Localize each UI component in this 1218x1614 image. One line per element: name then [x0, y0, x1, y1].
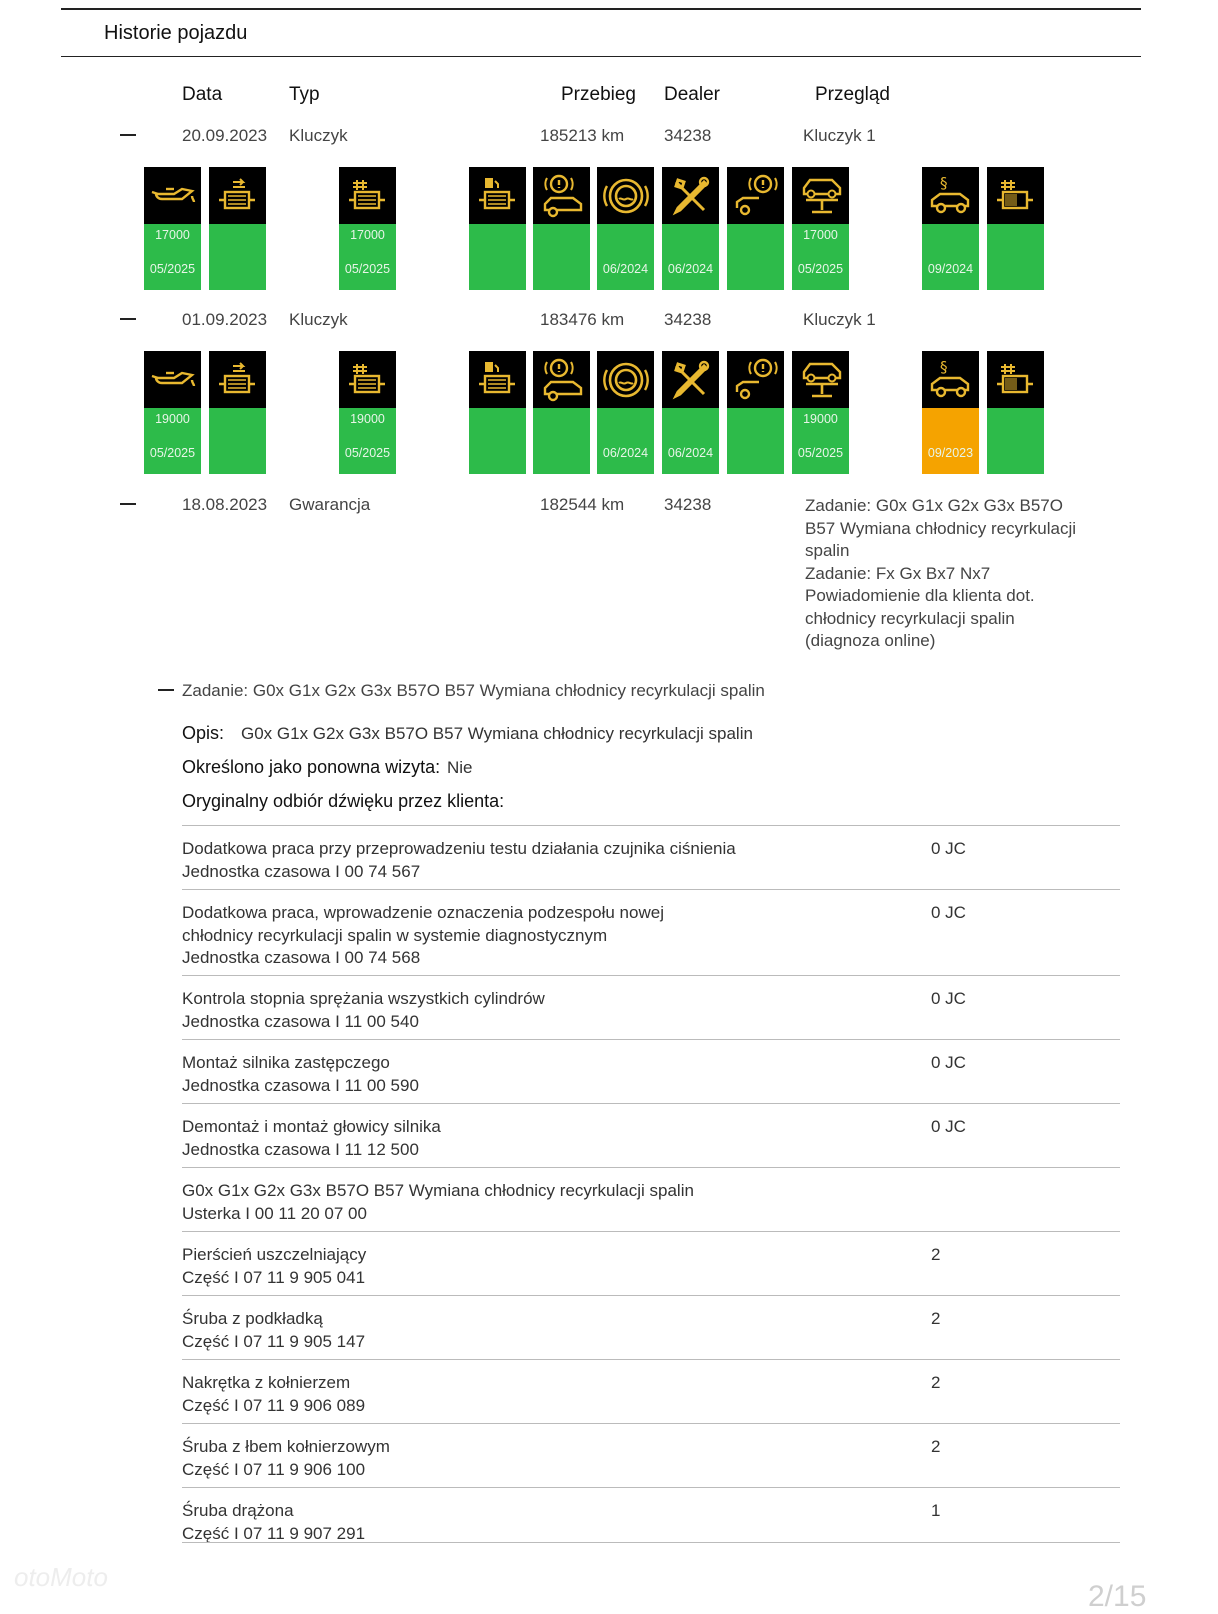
work-item-name: Śruba z łbem kołnierzowym	[182, 1437, 390, 1456]
battery-filter-icon	[987, 167, 1044, 224]
tile-status-green	[533, 408, 590, 474]
work-item-name: Montaż silnika zastępczego	[182, 1053, 390, 1072]
work-item-name: Pierścień uszczelniający	[182, 1245, 367, 1264]
entry-type: Kluczyk	[289, 310, 348, 329]
tile-due-date: 06/2024	[667, 262, 714, 276]
work-item-name: Demontaż i montaż głowicy silnika	[182, 1117, 441, 1136]
work-item-code: Jednostka czasowa I 11 12 500	[182, 1139, 419, 1159]
description-line: Zadanie: G0x G1x G2x G3x B57O	[805, 496, 1063, 515]
description-line: chłodnicy recyrkulacji spalin	[805, 608, 1015, 628]
header-dealer: Dealer	[664, 84, 720, 105]
brake-front-car-icon	[533, 351, 590, 408]
entry-mileage: 185213 km	[540, 126, 625, 145]
service-tile	[662, 167, 719, 290]
tile-mileage: 19000	[350, 412, 385, 426]
service-tile	[662, 351, 719, 474]
work-item-qty: 0 JC	[931, 989, 966, 1008]
entry-type: Gwarancja	[289, 495, 371, 514]
tile-status-green	[533, 224, 590, 290]
fuel-filter-icon	[469, 351, 526, 408]
work-item-qty: 2	[931, 1245, 941, 1264]
service-tile	[533, 351, 590, 474]
service-tile	[339, 167, 396, 290]
service-tile	[209, 167, 266, 290]
work-item-name: Śruba z podkładką	[182, 1309, 323, 1328]
tile-mileage: 19000	[155, 412, 190, 426]
page-indicator: 2/15	[1088, 1580, 1147, 1613]
work-item-row	[182, 1423, 1120, 1479]
tile-status-green	[469, 408, 526, 474]
work-item-code: Część I 07 11 9 905 147	[182, 1331, 366, 1351]
tools-icon	[662, 351, 719, 408]
tile-status-green	[727, 408, 784, 474]
tile-due-date: 05/2025	[797, 262, 844, 276]
revisit-label: Określono jako ponowna wizyta:	[182, 757, 441, 777]
page-title: Historie pojazdu	[104, 22, 248, 44]
tile-status-orange	[922, 408, 979, 474]
brake-fluid-icon	[597, 351, 654, 408]
tile-status-green	[727, 224, 784, 290]
microfilter-icon	[339, 351, 396, 408]
tile-status-green	[209, 408, 266, 474]
service-tile	[792, 167, 849, 290]
tile-mileage: 19000	[803, 412, 838, 426]
collapse-toggle[interactable]	[120, 318, 136, 320]
work-item-name: chłodnicy recyrkulacji spalin w systemie diagnostycznym	[182, 925, 608, 945]
tile-status-green	[469, 224, 526, 290]
work-item-name: Dodatkowa praca przy przeprowadzeniu testu działania czujnika ciśnienia	[182, 839, 736, 858]
work-item-name: Śruba drążona	[182, 1501, 294, 1520]
work-item-row	[182, 1487, 1120, 1543]
legal-inspection-icon	[922, 167, 979, 224]
oil-can-icon	[144, 351, 201, 408]
work-item-qty: 1	[931, 1501, 941, 1520]
collapse-toggle[interactable]	[120, 134, 136, 136]
tile-due-date: 06/2024	[602, 446, 649, 460]
brake-fluid-icon	[597, 167, 654, 224]
work-item-code: Jednostka czasowa I 00 74 568	[182, 948, 421, 967]
work-item-code: Jednostka czasowa I 00 74 567	[182, 861, 421, 881]
tile-mileage: 17000	[803, 228, 838, 242]
fuel-filter-icon	[469, 167, 526, 224]
description-line: Zadanie: Fx Gx Bx7 Nx7	[805, 563, 991, 583]
task-collapse-toggle[interactable]	[158, 689, 174, 691]
entry-dealer: 34238	[664, 310, 712, 329]
tile-due-date: 05/2025	[344, 446, 391, 460]
header-type: Typ	[289, 84, 320, 105]
revisit-value: Nie	[447, 758, 473, 777]
work-item-row	[182, 1295, 1120, 1351]
tile-due-date: 06/2024	[602, 262, 649, 276]
work-item-qty: 2	[931, 1309, 941, 1328]
work-item-row	[182, 1359, 1120, 1415]
service-tile	[469, 351, 526, 474]
filter-icon	[209, 167, 266, 224]
work-item-qty: 0 JC	[931, 1053, 966, 1072]
task-title: Zadanie: G0x G1x G2x G3x B57O B57 Wymiana chłodnicy recyrkulacji spalin	[182, 681, 765, 700]
work-item-code: Część I 07 11 9 905 041	[182, 1267, 366, 1287]
work-item-code: Część I 07 11 9 906 089	[182, 1395, 366, 1415]
service-tile	[987, 167, 1044, 290]
service-tile	[469, 167, 526, 290]
service-tile	[339, 351, 396, 474]
tile-due-date: 09/2024	[927, 262, 974, 276]
tile-mileage: 17000	[350, 228, 385, 242]
tile-status-green	[987, 408, 1044, 474]
opis-value: G0x G1x G2x G3x B57O B57 Wymiana chłodnicy recyrkulacji spalin	[241, 724, 753, 743]
service-tile	[987, 351, 1044, 474]
work-item-name: Dodatkowa praca, wprowadzenie oznaczenia podzespołu nowej	[182, 903, 664, 922]
svg-text:§: §	[939, 173, 947, 192]
work-item-name: G0x G1x G2x G3x B57O B57 Wymiana chłodnicy recyrkulacji spalin	[182, 1181, 694, 1200]
lift-inspection-icon	[792, 351, 849, 408]
entry-review: Kluczyk 1	[803, 126, 876, 145]
work-item-code: Jednostka czasowa I 11 00 540	[182, 1011, 419, 1031]
tile-status-green	[597, 224, 654, 290]
service-tile	[792, 351, 849, 474]
work-item-name: Kontrola stopnia sprężania wszystkich cylindrów	[182, 989, 545, 1008]
tile-status-green	[597, 408, 654, 474]
work-item-row	[182, 1167, 1120, 1223]
tile-due-date: 05/2025	[149, 446, 196, 460]
work-item-code: Część I 07 11 9 907 291	[182, 1523, 366, 1543]
header-mileage: Przebieg	[561, 84, 636, 105]
watermark: otoMoto	[14, 1562, 108, 1592]
tile-due-date: 09/2023	[927, 446, 974, 460]
tile-status-green	[987, 224, 1044, 290]
tile-due-date: 05/2025	[149, 262, 196, 276]
entry-type: Kluczyk	[289, 126, 348, 145]
work-item-row	[182, 975, 1120, 1031]
title-rule	[61, 56, 1141, 57]
service-tile	[209, 351, 266, 474]
service-tile	[597, 167, 654, 290]
entry-dealer: 34238	[664, 126, 712, 145]
tile-due-date: 06/2024	[667, 446, 714, 460]
work-item-row	[182, 1039, 1120, 1095]
entry-dealer: 34238	[664, 495, 712, 514]
svg-text:§: §	[939, 357, 947, 376]
sound-label: Oryginalny odbiór dźwięku przez klienta:	[182, 791, 505, 811]
legal-inspection-icon	[922, 351, 979, 408]
header-date: Data	[182, 84, 223, 105]
battery-filter-icon	[987, 351, 1044, 408]
collapse-toggle[interactable]	[120, 503, 136, 505]
header-review: Przegląd	[815, 84, 890, 105]
work-item-qty: 2	[931, 1437, 941, 1456]
tile-mileage: 17000	[155, 228, 190, 242]
lift-inspection-icon	[792, 167, 849, 224]
entry-date: 01.09.2023	[182, 310, 268, 329]
entry-mileage: 183476 km	[540, 310, 625, 329]
work-item-row	[182, 825, 1120, 881]
description-line: B57 Wymiana chłodnicy recyrkulacji	[805, 518, 1077, 538]
work-item-code: Usterka I 00 11 20 07 00	[182, 1203, 367, 1223]
service-tile	[144, 351, 201, 474]
brake-rear-car-icon	[727, 167, 784, 224]
entry-review: Kluczyk 1	[803, 310, 876, 329]
tile-due-date: 05/2025	[797, 446, 844, 460]
service-tile	[922, 167, 979, 290]
brake-rear-car-icon	[727, 351, 784, 408]
service-tile	[597, 351, 654, 474]
description-line: Powiadomienie dla klienta dot.	[805, 586, 1035, 605]
service-tile	[727, 167, 784, 290]
service-tile	[144, 167, 201, 290]
work-item-row	[182, 889, 1120, 967]
oil-can-icon	[144, 167, 201, 224]
entry-description	[805, 495, 1105, 653]
work-item-code: Część I 07 11 9 906 100	[182, 1459, 366, 1479]
work-item-row	[182, 1103, 1120, 1159]
work-item-code: Jednostka czasowa I 11 00 590	[182, 1075, 419, 1095]
tile-due-date: 05/2025	[344, 262, 391, 276]
entry-mileage: 182544 km	[540, 495, 625, 514]
tools-icon	[662, 167, 719, 224]
work-item-qty: 0 JC	[931, 1117, 966, 1136]
work-item-qty: 0 JC	[931, 839, 966, 858]
work-item-row	[182, 1231, 1120, 1287]
description-line: spalin	[805, 541, 850, 560]
work-item-name: Nakrętka z kołnierzem	[182, 1373, 351, 1392]
service-tile	[922, 351, 979, 474]
entry-date: 18.08.2023	[182, 495, 268, 514]
work-item-qty: 2	[931, 1373, 941, 1392]
entry-date: 20.09.2023	[182, 126, 268, 145]
brake-front-car-icon	[533, 167, 590, 224]
opis-label: Opis:	[182, 723, 225, 743]
service-tile	[727, 351, 784, 474]
tile-status-green	[922, 224, 979, 290]
filter-icon	[209, 351, 266, 408]
service-tile	[533, 167, 590, 290]
microfilter-icon	[339, 167, 396, 224]
tile-status-green	[662, 224, 719, 290]
tile-status-green	[662, 408, 719, 474]
tile-status-green	[209, 224, 266, 290]
list-bottom-rule	[182, 1542, 1120, 1543]
work-item-qty: 0 JC	[931, 903, 966, 922]
description-line: (diagnoza online)	[805, 631, 936, 650]
top-rule	[61, 8, 1141, 10]
